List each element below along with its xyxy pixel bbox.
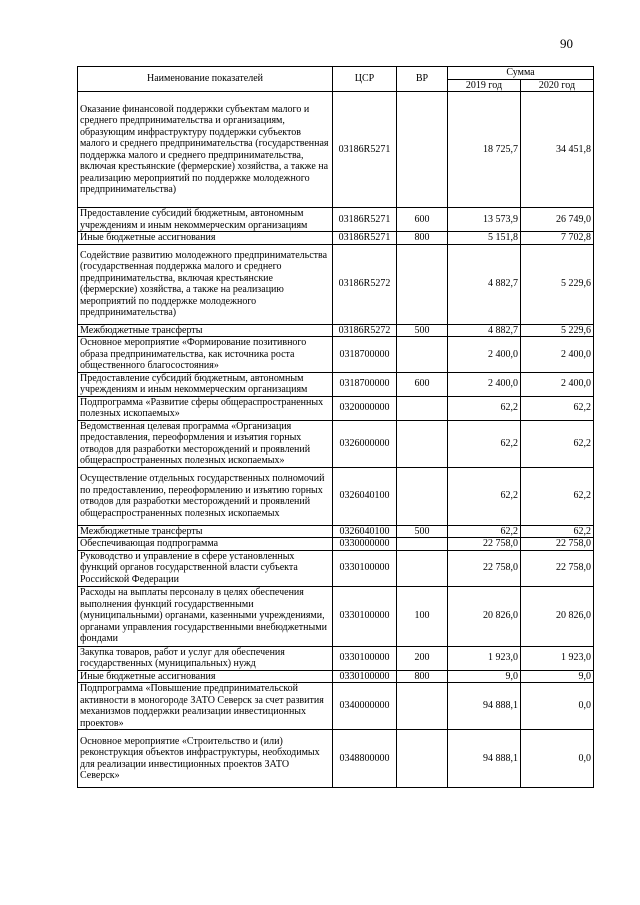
row-name: Подпрограмма «Развитие сферы общераспространенных полезных ископаемых» — [78, 396, 333, 420]
table-body — [78, 92, 594, 788]
table-row — [78, 232, 594, 245]
table-row — [78, 586, 594, 646]
table-header — [78, 67, 594, 92]
row-csr: 0330100000 — [333, 646, 397, 670]
row-sum-2019: 9,0 — [448, 670, 521, 683]
table-row — [78, 550, 594, 586]
row-sum-2020: 2 400,0 — [521, 372, 594, 396]
row-vr — [397, 337, 448, 373]
row-vr — [397, 420, 448, 467]
row-vr: 500 — [397, 324, 448, 337]
row-name: Закупка товаров, работ и услуг для обеспечения государственных (муниципальных) нужд — [78, 646, 333, 670]
row-csr: 03186R5271 — [333, 208, 397, 232]
row-sum-2020: 0,0 — [521, 730, 594, 788]
row-sum-2020: 7 702,8 — [521, 232, 594, 245]
table-row — [78, 683, 594, 730]
row-sum-2019: 94 888,1 — [448, 683, 521, 730]
row-vr — [397, 730, 448, 788]
row-sum-2019: 1 923,0 — [448, 646, 521, 670]
row-name: Основное мероприятие «Строительство и (или) реконструкция объектов инфраструктуры, необходимых для реализации инвестиционных проектов ЗАТО Северск» — [78, 730, 333, 788]
row-csr: 03186R5271 — [333, 92, 397, 208]
row-sum-2020: 1 923,0 — [521, 646, 594, 670]
row-sum-2020: 5 229,6 — [521, 324, 594, 337]
table-row — [78, 337, 594, 373]
row-sum-2020: 34 451,8 — [521, 92, 594, 208]
header-2020: 2020 год — [521, 79, 594, 92]
header-sum: Сумма — [448, 67, 594, 80]
row-csr: 03186R5271 — [333, 232, 397, 245]
row-vr: 200 — [397, 646, 448, 670]
budget-table — [77, 66, 594, 788]
row-sum-2019: 5 151,8 — [448, 232, 521, 245]
page-number: 90 — [560, 36, 573, 51]
row-vr — [397, 550, 448, 586]
header-vr: ВР — [397, 67, 448, 92]
row-name: Подпрограмма «Повышение предпринимательской активности в моногороде ЗАТО Северск за счет развития механизмов поддержки реализации инвестиционных проектов» — [78, 683, 333, 730]
row-name: Ведомственная целевая программа «Организация предоставления, переоформления и изъятия горных отводов для разработки месторождений и проявлений общераспространенных полезных ископаемых» — [78, 420, 333, 467]
row-csr: 0320000000 — [333, 396, 397, 420]
row-sum-2019: 62,2 — [448, 467, 521, 525]
table-row — [78, 244, 594, 324]
table-row — [78, 324, 594, 337]
row-sum-2019: 2 400,0 — [448, 372, 521, 396]
table-row — [78, 670, 594, 683]
row-name: Оказание финансовой поддержки субъектам малого и среднего предпринимательства и организациям, образующим инфраструктуру поддержки субъектов малого и среднего предпринимательства (государственная поддержка малого и среднего предпринимательства, включая крестьянские (фермерские) хозяйства, а также на реализацию мероприятий по поддержке молодежного предпринимательства) — [78, 92, 333, 208]
row-sum-2019: 62,2 — [448, 525, 521, 538]
row-vr: 500 — [397, 525, 448, 538]
table-row — [78, 730, 594, 788]
row-sum-2019: 4 882,7 — [448, 324, 521, 337]
row-sum-2019: 62,2 — [448, 420, 521, 467]
row-csr: 0330100000 — [333, 550, 397, 586]
row-sum-2019: 20 826,0 — [448, 586, 521, 646]
row-csr: 0348800000 — [333, 730, 397, 788]
row-csr: 0340000000 — [333, 683, 397, 730]
table-row — [78, 420, 594, 467]
row-vr — [397, 467, 448, 525]
row-sum-2019: 62,2 — [448, 396, 521, 420]
table-row — [78, 208, 594, 232]
row-sum-2020: 5 229,6 — [521, 244, 594, 324]
row-sum-2019: 22 758,0 — [448, 538, 521, 551]
row-csr: 0318700000 — [333, 337, 397, 373]
row-csr: 0326000000 — [333, 420, 397, 467]
row-sum-2020: 62,2 — [521, 467, 594, 525]
row-sum-2020: 62,2 — [521, 396, 594, 420]
row-vr — [397, 396, 448, 420]
row-sum-2020: 20 826,0 — [521, 586, 594, 646]
row-csr: 0330000000 — [333, 538, 397, 551]
row-sum-2019: 94 888,1 — [448, 730, 521, 788]
row-sum-2020: 26 749,0 — [521, 208, 594, 232]
row-name: Предоставление субсидий бюджетным, автономным учреждениям и иным некоммерческим организациям — [78, 372, 333, 396]
row-vr: 600 — [397, 372, 448, 396]
row-vr: 600 — [397, 208, 448, 232]
header-name: Наименование показателей — [78, 67, 333, 92]
row-sum-2020: 2 400,0 — [521, 337, 594, 373]
row-vr: 800 — [397, 670, 448, 683]
row-csr: 0330100000 — [333, 586, 397, 646]
row-sum-2020: 0,0 — [521, 683, 594, 730]
row-csr: 0318700000 — [333, 372, 397, 396]
row-vr — [397, 683, 448, 730]
table-row — [78, 92, 594, 208]
row-sum-2019: 18 725,7 — [448, 92, 521, 208]
row-vr: 100 — [397, 586, 448, 646]
row-vr: 800 — [397, 232, 448, 245]
header-2019: 2019 год — [448, 79, 521, 92]
row-name: Предоставление субсидий бюджетным, автономным учреждениям и иным некоммерческим организациям — [78, 208, 333, 232]
row-csr: 03186R5272 — [333, 324, 397, 337]
table-row — [78, 646, 594, 670]
row-name: Руководство и управление в сфере установленных функций органов государственной власти субъекта Российской Федерации — [78, 550, 333, 586]
row-csr: 0326040100 — [333, 525, 397, 538]
table-row — [78, 538, 594, 551]
row-name: Иные бюджетные ассигнования — [78, 670, 333, 683]
row-csr: 0326040100 — [333, 467, 397, 525]
row-sum-2020: 62,2 — [521, 420, 594, 467]
row-name: Расходы на выплаты персоналу в целях обеспечения выполнения функций государственными (муниципальными) органами, казенными учреждениями, органами управления государственными внебюджетными фондами — [78, 586, 333, 646]
row-sum-2019: 22 758,0 — [448, 550, 521, 586]
table-row — [78, 467, 594, 525]
row-name: Содействие развитию молодежного предпринимательства (государственная поддержка малого и среднего предпринимательства, включая крестьянские (фермерские) хозяйства, а также на реализацию мероприятий по поддержке молодежного предпринимательства) — [78, 244, 333, 324]
row-sum-2020: 22 758,0 — [521, 538, 594, 551]
table-row — [78, 396, 594, 420]
row-sum-2019: 13 573,9 — [448, 208, 521, 232]
row-name: Основное мероприятие «Формирование позитивного образа предпринимательства, как источника роста общественного благосостояния» — [78, 337, 333, 373]
row-name: Осуществление отдельных государственных полномочий по предоставлению, переоформлению и изъятию горных отводов для разработки месторождений и проявлений общераспространенных полезных ископаемых — [78, 467, 333, 525]
row-sum-2019: 2 400,0 — [448, 337, 521, 373]
row-name: Межбюджетные трансферты — [78, 324, 333, 337]
table-row — [78, 525, 594, 538]
row-vr — [397, 538, 448, 551]
row-sum-2019: 4 882,7 — [448, 244, 521, 324]
row-name: Обеспечивающая подпрограмма — [78, 538, 333, 551]
row-vr — [397, 244, 448, 324]
header-csr: ЦСР — [333, 67, 397, 92]
table-row — [78, 372, 594, 396]
row-name: Межбюджетные трансферты — [78, 525, 333, 538]
row-sum-2020: 22 758,0 — [521, 550, 594, 586]
row-csr: 0330100000 — [333, 670, 397, 683]
row-sum-2020: 62,2 — [521, 525, 594, 538]
row-csr: 03186R5272 — [333, 244, 397, 324]
row-vr — [397, 92, 448, 208]
row-sum-2020: 9,0 — [521, 670, 594, 683]
row-name: Иные бюджетные ассигнования — [78, 232, 333, 245]
